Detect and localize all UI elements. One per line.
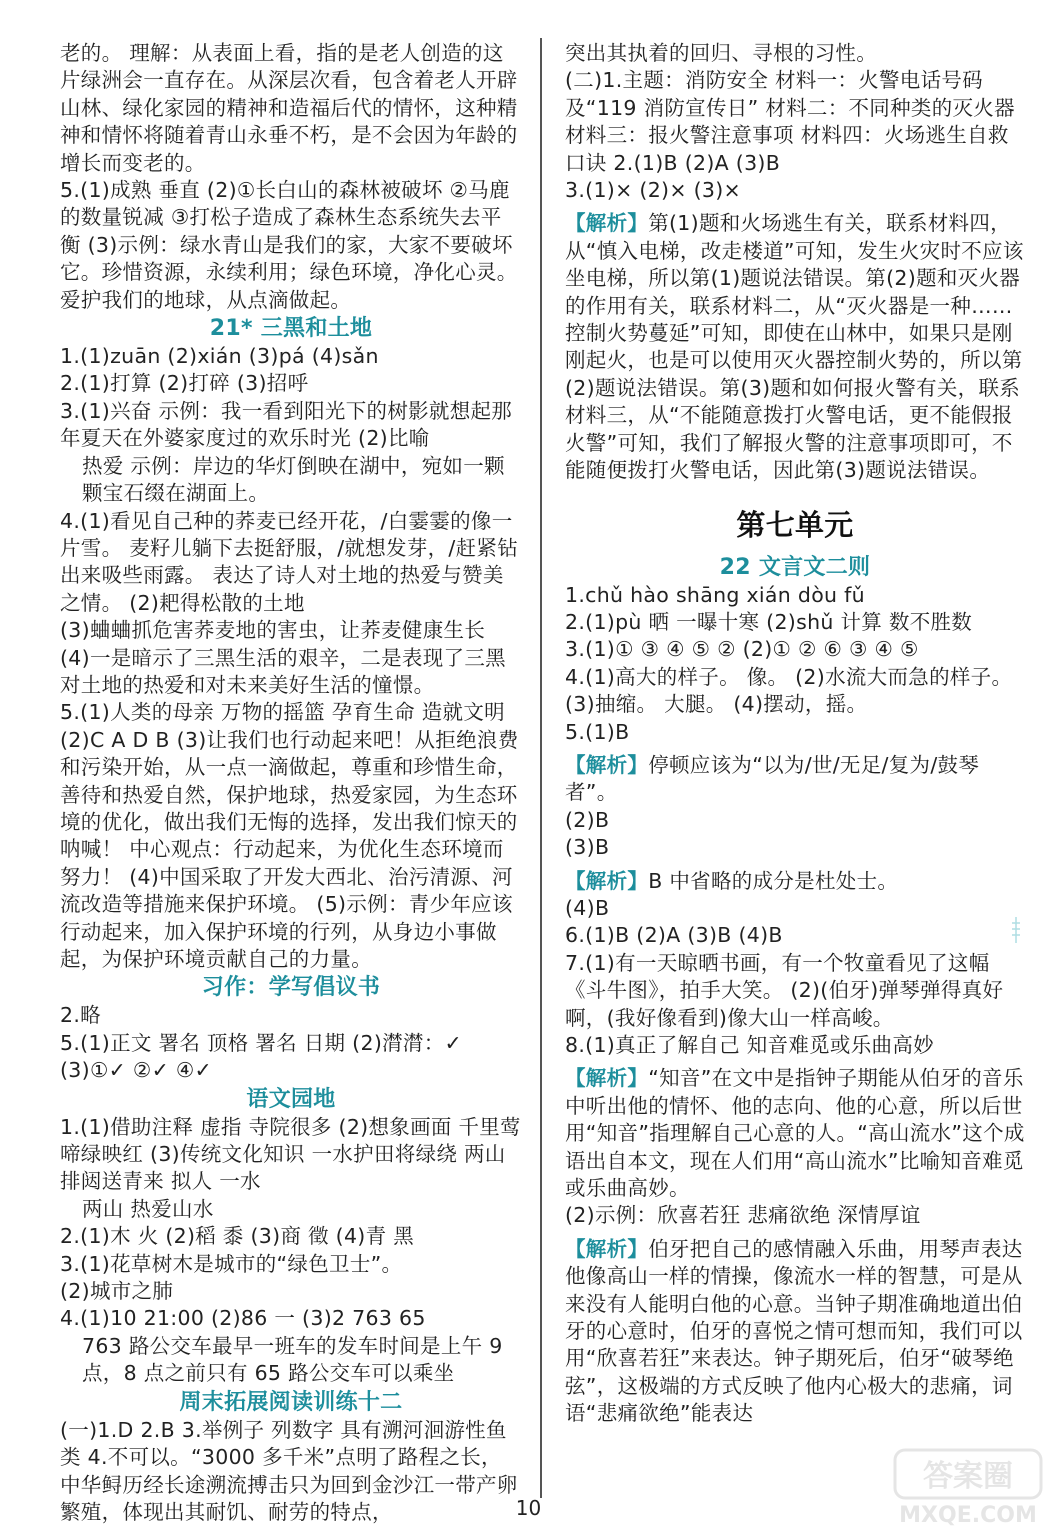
answer-paragraph: 2.(1)打算 (2)打碎 (3)招呼 (60, 371, 309, 396)
section-heading: 习作：学写倡议书 (201, 975, 381, 1001)
answer-paragraph: (4)B (565, 895, 610, 920)
answer-paragraph: 1.(1)借助注释 虚指 寺院很多 (2)想象画面 千里莺啼绿映红 (3)传统文化知识 一水护田将绿绕 两山排闼送青来 拟人 一水 (60, 1114, 521, 1194)
analysis-badge: 【解析】 (565, 868, 649, 893)
answer-paragraph: 突出其执着的回归、寻根的习性。 (565, 41, 877, 65)
column-divider (540, 38, 542, 1498)
analysis-paragraph (565, 1236, 1025, 1428)
watermark-logo (893, 1446, 1043, 1530)
analysis-paragraph (565, 868, 1025, 895)
side-marker-icon (1008, 915, 1024, 945)
answer-paragraph: 5.(1)B (565, 719, 630, 744)
answer-paragraph: 3.(1)× (2)× (3)× (565, 178, 742, 203)
answer-paragraph: 4.(1)看见自己种的荞麦已经开花，/白霎霎的像一片雪。 麦籽儿躺下去挺舒服，/就想发芽，/赶紧钻出来吸些雨露。 表达了诗人对土地的热爱与赞美之情。 (2)耙得松散的土地 (60, 508, 519, 615)
answer-paragraph: 4.(1)高大的样子。 像。 (2)水流大而急的样子。 (3)抽缩。 大腿。 (4)摆动，摇。 (565, 664, 1013, 717)
svg-text:MXQE.COM: MXQE.COM (899, 1503, 1037, 1528)
analysis-text: 停顿应该为“以为/世/无足/复为/鼓琴者”。 (565, 752, 980, 805)
analysis-text: 伯牙把自己的感情融入乐曲，用琴声表达他像高山一样的情操，像流水一样的智慧，可是从来没有人能明白他的心意。当钟子期准确地道出伯牙的心意时，伯牙的喜悦之情可想而知，我们可以用“欣喜若狂”来表达。钟子期死后，伯牙“破琴绝弦”，这极端的方式反映了他内心极大的悲痛，词语“悲痛欲绝”能表达 (565, 1236, 1023, 1426)
answer-paragraph: 8.(1)真正了解自己 知音难觅或乐曲高妙 (565, 1033, 934, 1057)
analysis-badge: 【解析】 (565, 1066, 649, 1091)
answer-paragraph: 2.略 (60, 1003, 101, 1028)
svg-text:答案圈: 答案圈 (923, 1459, 1013, 1494)
answer-paragraph: 7.(1)有一天晾晒书画，有一个牧童看见了这幅《斗牛图》，拍手大笑。 (2)(伯牙)弹琴弹得真好啊，(我好像看到)像大山一样高峻。 (565, 950, 1004, 1030)
answer-paragraph: 5.(1)人类的母亲 万物的摇篮 孕育生命 造就文明 (2)C A D B (3)让我们也行动起来吧！从拒绝浪费和污染开始，从一点一滴做起，尊重和珍惜生命，善待和热爱自然，保护地球，热爱家园，为生态环境的优化，做出我们无悔的选择，发出我们惊天的呐喊！ 中心观点：行动起来，为优化生态环境而努力！ (4)中国采取了开发大西北、治污清源、河流改造等措施来保护环境。 (5)示例：青少年应该行动起来，加入保护环境的行列，从身边小事做起，为保护环境贡献自己的力量。 (60, 700, 519, 971)
answer-paragraph: (4)一是暗示了三黑生活的艰辛，二是表现了三黑对土地的热爱和对未来美好生活的憧憬。 (60, 645, 506, 697)
right-column (565, 40, 1025, 1428)
unit-heading: 第七单元 (736, 507, 854, 542)
answer-paragraph: 两山 热爱山水 (82, 1196, 214, 1221)
answer-paragraph: (二)1.主题：消防安全 材料一：火警电话号码及“119 消防宣传日” 材料二：不同种类的灭火器 材料三：报火警注意事项 材料四：火场逃生自救口诀 2.(1)B (2)A (3)B (565, 68, 1015, 175)
answer-paragraph: 3.(1)① ③ ④ ⑤ ② (2)① ② ⑥ ③ ④ ⑤ (565, 637, 919, 662)
answer-paragraph: 1.(1)zuān (2)xián (3)pá (4)sǎn (60, 344, 379, 369)
answer-paragraph: 2.(1)木 火 (2)稻 黍 (3)商 徵 (4)青 黑 (60, 1224, 415, 1249)
answer-paragraph: 4.(1)10 21:00 (2)86 一 (3)2 763 65 (60, 1306, 426, 1331)
answer-paragraph: 5.(1)成熟 垂直 (2)①长白山的森林被破坏 ②马鹿的数量锐减 ③打松子造成了森林生态系统失去平衡 (3)示例：绿水青山是我们的家，大家不要破坏它。珍惜资源，永续利用；绿色环境，净化心灵。爱护我们的地球，从点滴做起。 (60, 178, 518, 312)
answer-paragraph: 763 路公交车最早一班车的发车时间是上午 9 点，8 点之前只有 65 路公交车可以乘坐 (82, 1333, 503, 1386)
answer-paragraph: 6.(1)B (2)A (3)B (4)B (565, 923, 783, 948)
answer-paragraph: (3)B (565, 835, 610, 860)
section-heading: 21* 三黑和土地 (209, 316, 373, 342)
analysis-badge: 【解析】 (565, 752, 649, 777)
analysis-text: “知音”在文中是指钟子期能从伯牙的音乐中听出他的情怀、他的志向、他的心意，所以后世用“知音”指理解自己心意的人。“高山流水”这个成语出自本文，现在人们用“高山流水”比喻知音难觅或乐曲高妙。 (565, 1066, 1025, 1201)
answer-paragraph: 1.chǔ hào shāng xián dòu fǔ (565, 582, 865, 607)
section-heading: 22 文言文二则 (719, 554, 871, 580)
answer-paragraph: (一)1.D 2.B 3.举例子 列数字 具有溯河洄游性鱼类 4.不可以。“3000 多千米”点明了路程之长，中华鲟历经长途溯流搏击只为回到金沙江一带产卵繁殖，体现出其耐饥、耐劳的特点， (60, 1417, 518, 1524)
left-column (60, 40, 522, 1526)
analysis-text: B 中省略的成分是杜处士。 (648, 868, 899, 893)
page-number: 10 (515, 1496, 542, 1520)
answer-paragraph: 5.(1)正文 署名 顶格 署名 日期 (2)潸潸：✓ (3)①✓ ②✓ ④✓ (60, 1030, 462, 1083)
answer-paragraph: 2.(1)pù 晒 一曝十寒 (2)shǔ 计算 数不胜数 (565, 609, 973, 634)
section-heading: 语文园地 (246, 1086, 336, 1112)
answer-paragraph: (2)B (565, 807, 610, 832)
section-heading: 周末拓展阅读训练十二 (179, 1389, 403, 1415)
answer-paragraph: 3.(1)兴奋 示例：我一看到阳光下的树影就想起那年夏天在外婆家度过的欢乐时光 (2)比喻 (60, 398, 513, 451)
answer-paragraph: 3.(1)花草树木是城市的“绿色卫士”。 (60, 1251, 403, 1276)
analysis-badge: 【解析】 (565, 1236, 649, 1261)
answer-paragraph: (2)示例：欣喜若狂 悲痛欲绝 深情厚谊 (565, 1203, 921, 1228)
analysis-paragraph (565, 752, 1025, 807)
analysis-paragraph (565, 210, 1025, 484)
answer-paragraph: (3)蛐蛐抓危害荞麦地的害虫，让荞麦健康生长 (60, 618, 486, 643)
analysis-badge: 【解析】 (565, 211, 649, 236)
answer-paragraph: 热爱 示例：岸边的华灯倒映在湖中，宛如一颗颗宝石缀在湖面上。 (82, 453, 505, 506)
answer-paragraph: 老的。 理解：从表面上看，指的是老人创造的这片绿洲会一直存在。从深层次看，包含着老人开辟山林、绿化家园的精神和造福后代的情怀，这种精神和情怀将随着青山永垂不朽，是不会因为年龄的增长而变老的。 (60, 41, 518, 175)
answer-paragraph: (2)城市之肺 (60, 1279, 174, 1304)
analysis-text: 第(1)题和火场逃生有关，联系材料四，从“慎入电梯，改走楼道”可知，发生火灾时不应该坐电梯，所以第(1)题说法错误。第(2)题和灭火器的作用有关，联系材料二，从“灭火器是一种……控制火势蔓延”可知，即使在山林中，如果只是刚刚起火，也是可以使用灭火器控制火势的，所以第(2)题说法错误。第(3)题和如何报火警有关，联系材料三，从“不能随意拨打火警电话，更不能假报火警”可知，我们了解报火警的注意事项即可，不能随便拨打火警电话，因此第(3)题说法错误。 (565, 211, 1024, 483)
analysis-paragraph (565, 1065, 1025, 1202)
